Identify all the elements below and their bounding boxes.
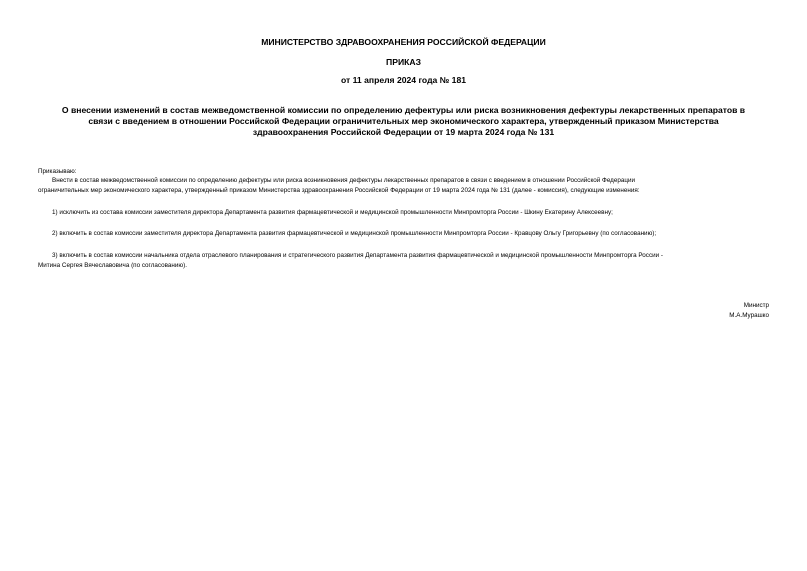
order-date: от 11 апреля 2024 года № 181 <box>341 75 466 85</box>
order-title-line: О внесении изменений в состав межведомственной комиссии по определению дефектуры или риска возникновения дефектуры лекарственных препаратов в <box>61 105 746 115</box>
order-item-3-line: Митина Сергея Вячеславовича (по согласованию). <box>38 262 187 269</box>
order-title-line: связи с введением в отношении Российской Федерации ограничительных мер экономического характера, утвержденный приказом Министерства <box>88 116 719 126</box>
intro-line: ограничительных мер экономического характера, утвержденный приказом Министерства здравоохранения Российской Федерации от 19 марта 2024 года № 131 (далее - комиссия), следующие изменения: <box>38 187 640 194</box>
order-title <box>40 105 767 138</box>
signature-position: Министр <box>743 302 769 309</box>
order-word: Приказываю: <box>38 168 77 175</box>
order-title-line: здравоохранения Российской Федерации от 19 марта 2024 года № 131 <box>252 127 555 137</box>
ministry-heading: МИНИСТЕРСТВО ЗДРАВООХРАНЕНИЯ РОССИЙСКОЙ ФЕДЕРАЦИИ <box>261 37 546 47</box>
order-item-2: 2) включить в состав комиссии заместителя директора Департамента развития фармацевтической и медицинской промышленности Минпромторга России - Кравцову Ольгу Григорьевну (по согласованию); <box>52 230 657 237</box>
signature-name: М.А.Мурашко <box>729 312 769 319</box>
order-item-1: 1) исключить из состава комиссии заместителя директора Департамента развития фармацевтической и медицинской промышленности Минпромторга России - Шкину Екатерину Алексеевну; <box>52 209 613 216</box>
intro-line: Внести в состав межведомственной комиссии по определению дефектуры или риска возникновения дефектуры лекарственных препаратов в связи с введением в отношении Российской Федерации <box>52 177 636 184</box>
order-item-3 <box>38 251 769 271</box>
intro-paragraph <box>38 176 769 196</box>
order-item-3-line: 3) включить в состав комиссии начальника отдела отраслевого планирования и стратегического развития Департамента развития фармацевтической и медицинской промышленности Минпромторга России - <box>52 252 663 259</box>
order-type-heading: ПРИКАЗ <box>386 57 421 67</box>
